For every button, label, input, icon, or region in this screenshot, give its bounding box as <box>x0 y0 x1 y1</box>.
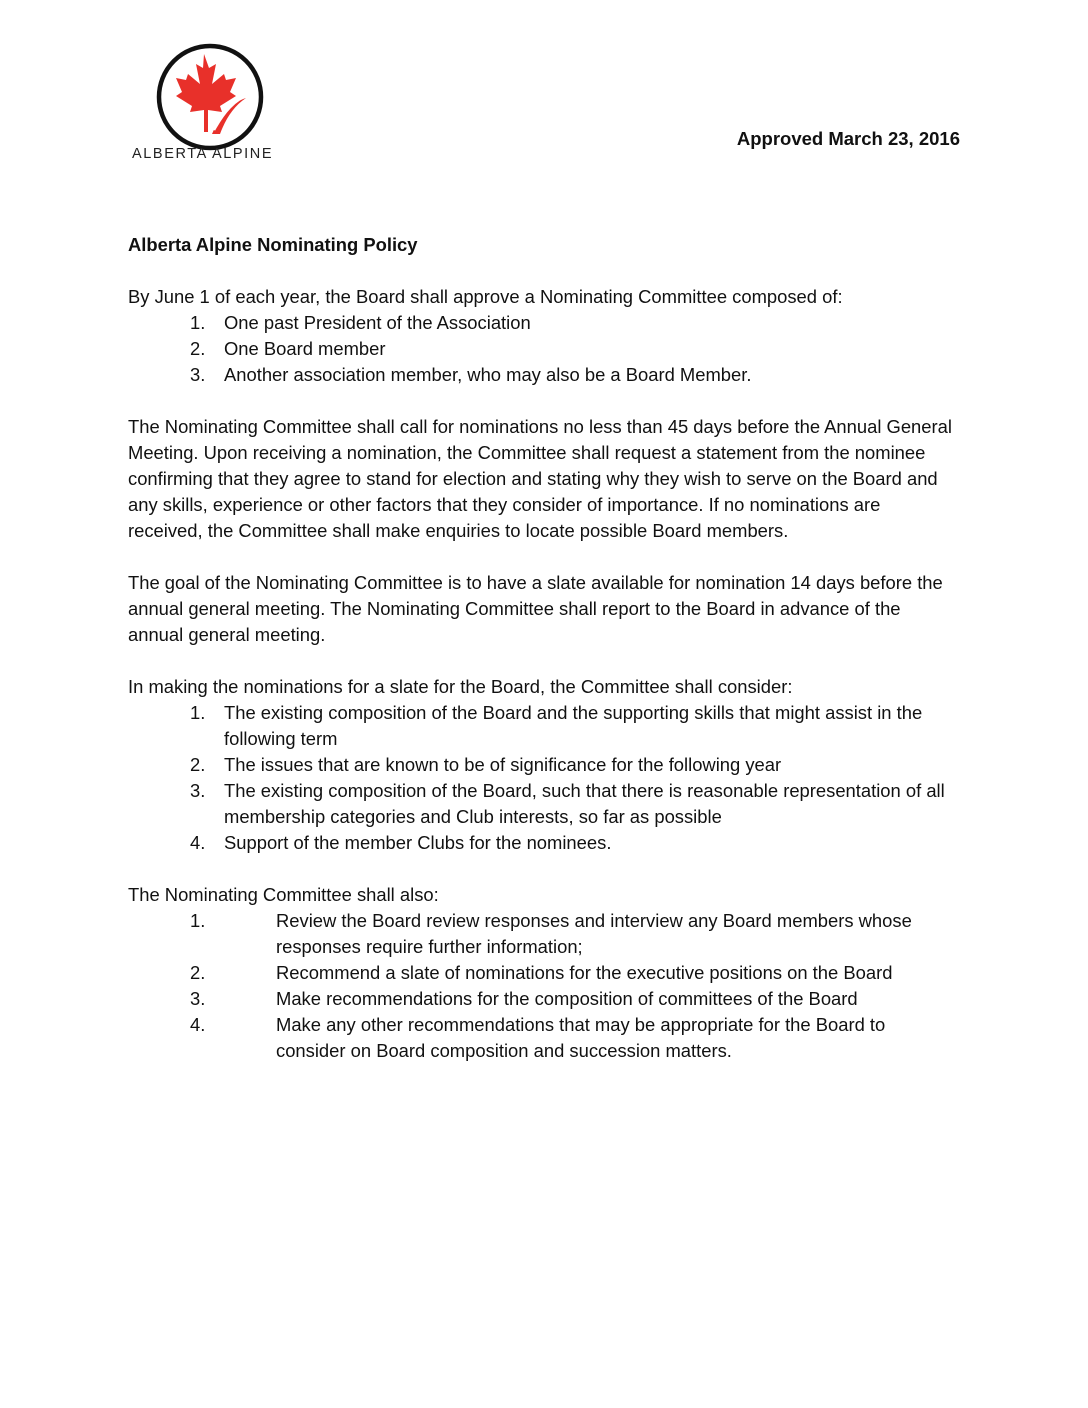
list-item: 2. Recommend a slate of nominations for the executive positions on the Board <box>190 962 893 983</box>
maple-leaf-icon <box>154 42 266 152</box>
committee-members-list <box>128 310 958 388</box>
alberta-alpine-logo <box>130 38 290 168</box>
approval-date: Approved March 23, 2016 <box>736 128 960 149</box>
list-item: 2. The issues that are known to be of significance for the following year <box>190 754 782 775</box>
list-item: 1. One past President of the Association <box>190 312 531 333</box>
list-item: 4. Make any other recommendations that may be appropriate for the Board to consider on Board composition and succession matters. <box>190 1014 886 1061</box>
consider-list <box>128 700 958 856</box>
consider-intro: In making the nominations for a slate for the Board, the Committee shall consider: <box>128 676 793 697</box>
document-title: Alberta Alpine Nominating Policy <box>128 234 418 255</box>
list-item: 1. The existing composition of the Board and the supporting skills that might assist in the following term <box>190 702 923 749</box>
list-item: 3. The existing composition of the Board, such that there is reasonable representation of all membership categories and Club interests, so far as possible <box>190 780 945 827</box>
also-list <box>128 908 958 1064</box>
logo-text: ALBERTA ALPINE <box>132 146 274 162</box>
policy-document <box>128 232 958 1090</box>
goal-paragraph: The goal of the Nominating Committee is to have a slate available for nomination 14 days before the annual general meeting. The Nominating Committee shall report to the Board in advance of the annual general meeting. <box>128 572 943 645</box>
list-item: 1. Review the Board review responses and interview any Board members whose responses require further information; <box>190 910 912 957</box>
list-item: 3. Another association member, who may also be a Board Member. <box>190 364 752 385</box>
nominations-call-paragraph: The Nominating Committee shall call for nominations no less than 45 days before the Annual General Meeting. Upon receiving a nomination, the Committee shall request a statement from the nominee confirming that they agree to stand for election and stating why they wish to serve on the Board and any skills, experience or other factors that they consider of importance. If no nominations are received, the Committee shall make enquiries to locate possible Board members. <box>128 416 952 541</box>
committee-intro: By June 1 of each year, the Board shall approve a Nominating Committee composed of: <box>128 286 843 307</box>
list-item: 4. Support of the member Clubs for the nominees. <box>190 832 612 853</box>
also-intro: The Nominating Committee shall also: <box>128 884 439 905</box>
list-item: 2. One Board member <box>190 338 386 359</box>
list-item: 3. Make recommendations for the composition of committees of the Board <box>190 988 858 1009</box>
